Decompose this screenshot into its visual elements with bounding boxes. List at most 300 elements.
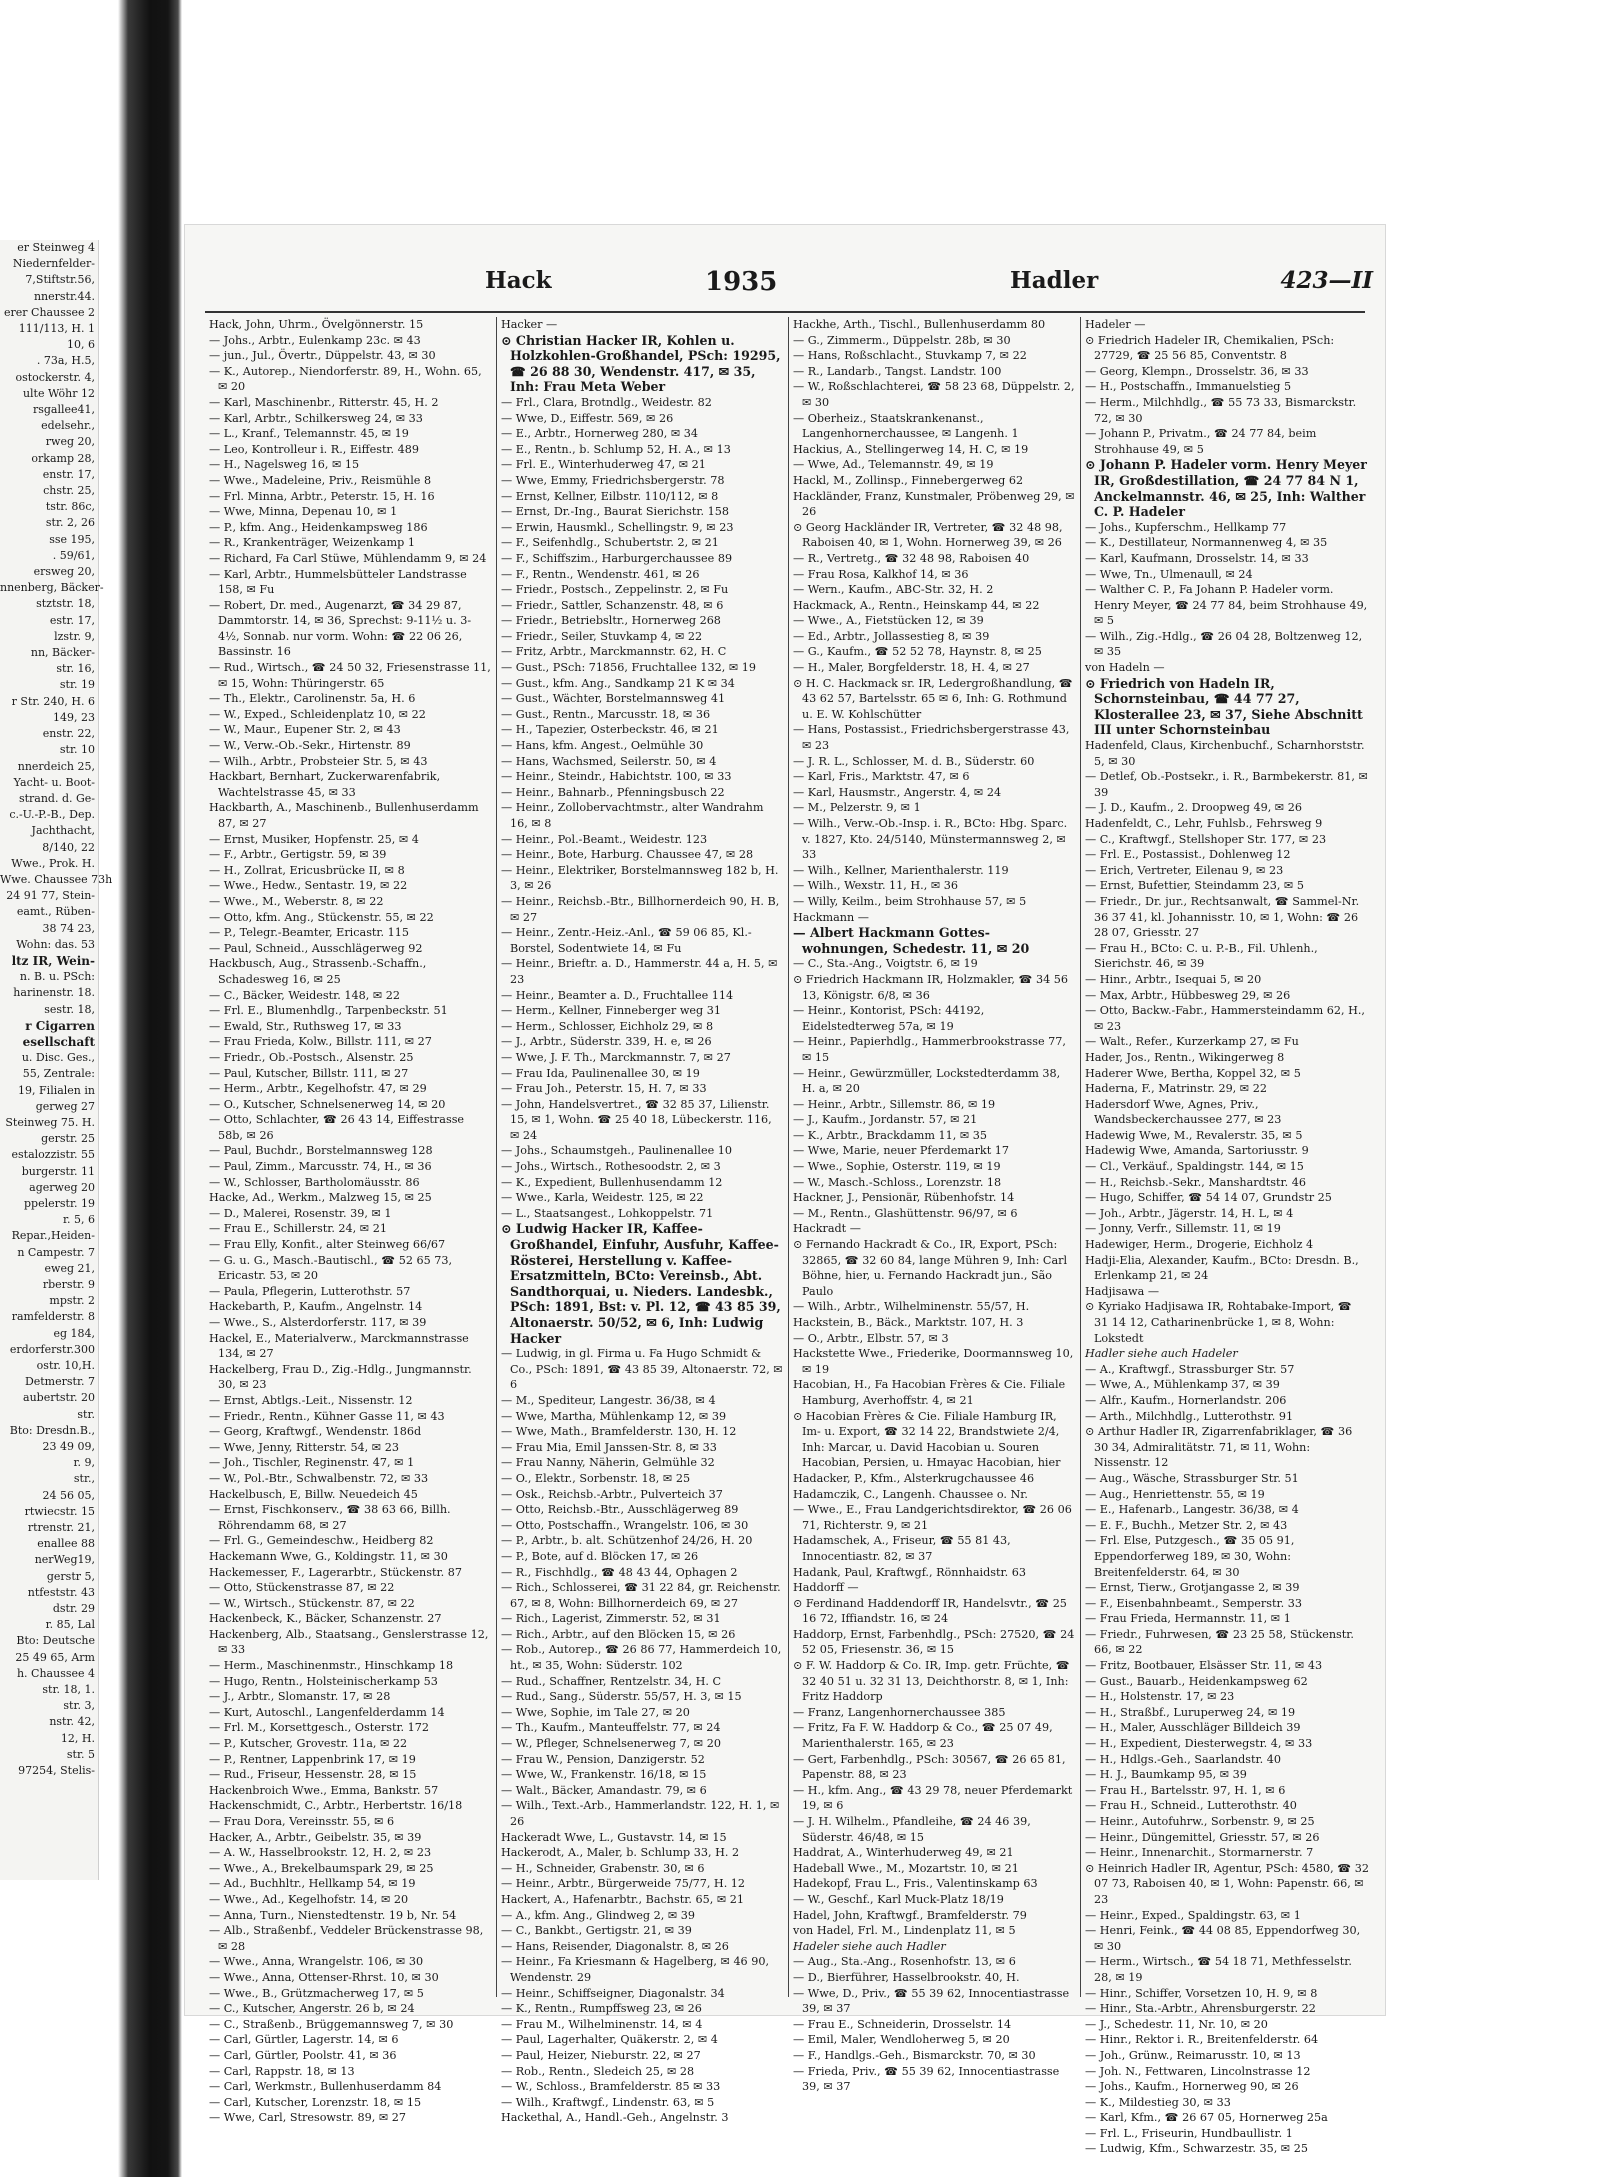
directory-entry: — Wwe, Tn., Ulmenaull, ✉ 24 — [1085, 567, 1253, 581]
left-fragment-line: esellschaft — [22, 1034, 95, 1049]
left-fragment-line: Bto: Dresdn.B., — [9, 1423, 95, 1437]
directory-entry: ⊙ Johann P. Hadeler vorm. Henry Meyer IR, Großdestillation, ☎ 24 77 84 N 1, Anckelmannstr. 46, ✉ 25, Inh: Walther C. P. Hadeler — [1085, 457, 1367, 520]
directory-entry: — Heinr., Exped., Spaldingstr. 63, ✉ 1 — [1085, 1908, 1301, 1922]
directory-entry: — K., Expedient, Bullenhusendamm 12 — [501, 1175, 723, 1189]
directory-entry: — Herm., Milchhdlg., ☎ 55 73 33, Bismarckstr. 72, ✉ 30 — [1085, 395, 1357, 425]
directory-entry: ⊙ Friedrich von Hadeln IR, Schornsteinbau, ☎ 44 77 27, Klosterallee 23, ✉ 37, Siehe Abschnitt III unter Schornsteinbau — [1085, 675, 1363, 738]
directory-entry: Hacker, A., Arbtr., Geibelstr. 35, ✉ 39 — [209, 1830, 422, 1844]
directory-entry: ⊙ Georg Hackländer IR, Vertreter, ☎ 32 48 98, Raboisen 40, ✉ 1, Wohn. Hornerweg 39, ✉ 26 — [793, 520, 1063, 550]
directory-entry: — Paul, Buchdr., Borstelmannsweg 128 — [209, 1144, 433, 1158]
directory-entry: — Carl, Gürtler, Poolstr. 41, ✉ 36 — [209, 2048, 397, 2062]
left-fragment-line: enstr. 17, — [42, 467, 95, 481]
directory-entry: — Wwe, J. F. Th., Marckmannstr. 7, ✉ 27 — [501, 1050, 731, 1064]
directory-entry: — Wwe, W., Frankenstr. 16/18, ✉ 15 — [501, 1768, 707, 1782]
directory-entry: — Georg, Klempn., Drosselstr. 36, ✉ 33 — [1085, 364, 1309, 378]
directory-entry: — H., Maler, Ausschläger Billdeich 39 — [1085, 1721, 1301, 1735]
left-fragment-line: str. 2, 26 — [45, 516, 95, 530]
left-fragment-line: n. B. u. PSch: — [19, 970, 95, 984]
directory-entry: von Hadeln — — [1085, 661, 1165, 675]
directory-entry: — Hans, Wachsmed, Seilerstr. 50, ✉ 4 — [501, 754, 717, 768]
directory-entry: — Ernst, Kellner, Eilbstr. 110/112, ✉ 8 — [501, 489, 719, 503]
directory-entry: — C., Bankbt., Gertigstr. 21, ✉ 39 — [501, 1924, 692, 1938]
left-fragment-line: erdorferstr.300 — [9, 1342, 95, 1356]
directory-entry: — Friedr., Dr. jur., Rechtsanwalt, ☎ Sammel-Nr. 36 37 41, kl. Johannisstr. 10, ✉ 1, Wohn: ☎ 26 28 07, Griesstr. 27 — [1085, 894, 1360, 940]
directory-entry: — L., Staatsangest., Lohkoppelstr. 71 — [501, 1206, 714, 1220]
directory-entry: — Alb., Straßenbf., Veddeler Brückenstrasse 98, ✉ 28 — [209, 1924, 484, 1953]
left-fragment-line: 149, 23 — [53, 710, 95, 724]
directory-entry: Hackenberg, Alb., Staatsang., Genslerstrasse 12, ✉ 33 — [209, 1627, 489, 1657]
directory-entry: — Frau Elly, Konfit., alter Steinweg 66/67 — [209, 1238, 446, 1252]
directory-entry: — Wwe., Ad., Kegelhofstr. 14, ✉ 20 — [209, 1892, 409, 1906]
directory-entry: — Oberheiz., Staatskrankenanst., Langenhornerchaussee, ✉ Langenh. 1 — [793, 411, 1019, 441]
directory-entry: — Alfr., Kaufm., Hornerlandstr. 206 — [1085, 1393, 1287, 1407]
directory-entry: — Frau Ida, Paulinenallee 30, ✉ 19 — [501, 1066, 700, 1080]
directory-entry: — Arth., Milchhdlg., Lutterothstr. 91 — [1085, 1409, 1294, 1423]
directory-entry: — Rud., Friseur, Hessenstr. 28, ✉ 15 — [209, 1768, 417, 1782]
directory-entry: — Otto, Postschaffn., Wrangelstr. 106, ✉ 30 — [501, 1518, 749, 1532]
directory-entry: — Karl, Kaufmann, Drosselstr. 14, ✉ 33 — [1085, 551, 1309, 565]
directory-entry: — Wwe, D., Eiffestr. 569, ✉ 26 — [501, 411, 674, 425]
directory-entry: — Wilh., Verw.-Ob.-Insp. i. R., BCto: Hbg. Sparc. v. 1827, Kto. 24/5140, Münstermannsweg 2, ✉ 33 — [793, 817, 1068, 862]
directory-entry: — Wwe., E., Frau Landgerichtsdirektor, ☎ 26 06 71, Richterstr. 9, ✉ 21 — [793, 1503, 1072, 1532]
directory-entry: — Wwe, Sophie, im Tale 27, ✉ 20 — [501, 1705, 690, 1719]
directory-entry: — C., Kraftwgf., Stellshoper Str. 177, ✉ 23 — [1085, 832, 1327, 846]
left-fragment-line: rtrenstr. 21, — [27, 1521, 95, 1535]
directory-entry: — E., Rentn., b. Schlump 52, H. A., ✉ 13 — [501, 442, 731, 456]
left-fragment-line: orkamp 28, — [31, 451, 95, 465]
directory-entry: Hackbart, Bernhart, Zuckerwarenfabrik, Wachtelstrasse 45, ✉ 33 — [209, 770, 441, 799]
directory-entry: — Wwe., Karla, Weidestr. 125, ✉ 22 — [501, 1191, 704, 1205]
directory-entry: — Wilh., Arbtr., Wilhelminenstr. 55/57, H. — [793, 1300, 1030, 1314]
directory-entry: — Herm., Arbtr., Kegelhofstr. 47, ✉ 29 — [209, 1082, 427, 1096]
directory-entry: — F., Schiffszim., Harburgerchaussee 89 — [501, 551, 733, 565]
directory-entry: — W., Verw.-Ob.-Sekr., Hirtenstr. 89 — [209, 739, 411, 753]
left-fragment-line: Niedernfelder- — [12, 257, 95, 271]
directory-entry: — Karl, Arbtr., Hummelsbütteler Landstrasse 158, ✉ Fu — [209, 567, 467, 597]
directory-entry: — Otto, Backw.-Fabr., Hammersteindamm 62, H., ✉ 23 — [1085, 1004, 1365, 1033]
directory-entry: — G. u. G., Masch.-Bautischl., ☎ 52 65 73, Ericastr. 53, ✉ 20 — [209, 1253, 453, 1283]
directory-entry: — Wilh., Kellner, Marienthalerstr. 119 — [793, 863, 1009, 877]
directory-entry: — Gert, Farbenhdlg., PSch: 30567, ☎ 26 65 81, Papenstr. 88, ✉ 23 — [793, 1752, 1066, 1782]
directory-entry: — K., Autorep., Niendorferstr. 89, H., Wohn. 65, ✉ 20 — [209, 364, 482, 394]
directory-entry: Hacke, Ad., Werkm., Malzweg 15, ✉ 25 — [209, 1191, 432, 1205]
directory-entry: — D., Bierführer, Hasselbrookstr. 40, H. — [793, 1970, 1020, 1984]
directory-entry: Hackel, E., Materialverw., Marckmannstrasse 134, ✉ 27 — [209, 1331, 469, 1361]
directory-entry: — K., Arbtr., Brackdamm 11, ✉ 35 — [793, 1128, 988, 1142]
directory-entry: — Gust., Rentn., Marcusstr. 18, ✉ 36 — [501, 707, 711, 721]
directory-entry: — Ernst, Fischkonserv., ☎ 38 63 66, Billh. Röhrendamm 68, ✉ 27 — [209, 1503, 451, 1532]
directory-entry: — Frau H., Bartelsstr. 97, H. 1, ✉ 6 — [1085, 1783, 1286, 1797]
directory-entry: — Carl, Kutscher, Lorenzstr. 18, ✉ 15 — [209, 2095, 422, 2109]
directory-entry: Hadewig Wwe, M., Revalerstr. 35, ✉ 5 — [1085, 1128, 1303, 1142]
left-fragment-line: 25 49 65, Arm — [15, 1650, 95, 1664]
directory-entry: — Frau Nanny, Näherin, Gelmühle 32 — [501, 1456, 715, 1470]
left-fragment-line: . 73a, H.5, — [36, 354, 95, 368]
header-rule — [205, 311, 1365, 313]
left-fragment-line: tstr. 86c, — [45, 500, 95, 514]
left-fragment-line: nnerdeich 25, — [17, 759, 95, 773]
left-fragment-line: agerweg 20 — [29, 1180, 95, 1194]
left-fragment-line: 24 91 77, Stein- — [6, 889, 95, 903]
directory-entry: — Heinr., Zentr.-Heiz.-Anl., ☎ 59 06 85, Kl.-Borstel, Sodentwiete 14, ✉ Fu — [501, 926, 752, 955]
directory-entry: — H., Postschaffn., Immanuelstieg 5 — [1085, 380, 1292, 394]
left-fragment-line: Repar.,Heiden- — [11, 1229, 95, 1243]
left-fragment-line: Wwe. Chaussee 73h — [0, 872, 113, 886]
directory-entry: — Franz, Langenhornerchaussee 385 — [793, 1705, 1006, 1719]
directory-entry: — Emil, Maler, Wendloherweg 5, ✉ 20 — [793, 2033, 1010, 2047]
directory-entry: Hackerodt, A., Maler, b. Schlump 33, H. 2 — [501, 1846, 740, 1860]
directory-entry: — Wwe., Madeleine, Priv., Reismühle 8 — [209, 473, 432, 487]
left-fragment-line: gerweg 27 — [35, 1099, 95, 1113]
directory-entry: — K., Rentn., Rumpffsweg 23, ✉ 26 — [501, 2002, 702, 2016]
directory-entry: — John, Handelsvertret., ☎ 32 85 37, Lilienstr. 15, ✉ 1, Wohn. ☎ 25 40 18, Lübeckerstr. 116, ✉ 24 — [501, 1097, 772, 1142]
left-fragment-line: Wohn: das. 53 — [16, 937, 95, 951]
directory-entry: — Ewald, Str., Ruthsweg 17, ✉ 33 — [209, 1019, 402, 1033]
directory-entry: — Rich., Schlosserei, ☎ 31 22 84, gr. Reichenstr. 67, ✉ 8, Wohn: Billhornerdeich 69, ✉ 27 — [501, 1581, 781, 1610]
left-fragment-line: Detmerstr. 7 — [24, 1375, 95, 1389]
directory-entry: — Wwe., M., Weberstr. 8, ✉ 22 — [209, 894, 384, 908]
left-fragment-line: sse 195, — [49, 532, 95, 546]
directory-entry: — Frl. E., Postassist., Dohlenweg 12 — [1085, 848, 1291, 862]
directory-entry: — E. F., Buchh., Metzer Str. 2, ✉ 43 — [1085, 1518, 1288, 1532]
header-year: 1935 — [705, 267, 778, 297]
directory-entry: — Gust., PSch: 71856, Fruchtallee 132, ✉ 19 — [501, 661, 757, 675]
directory-entry: — Rich., Lagerist, Zimmerstr. 52, ✉ 31 — [501, 1612, 721, 1626]
directory-entry: — O., Elektr., Sorbenstr. 18, ✉ 25 — [501, 1471, 691, 1485]
directory-entry: — Frl. Else, Putzgesch., ☎ 35 05 91, Eppendorferweg 189, ✉ 30, Wohn: Breitenfelderstr. 64, ✉ 30 — [1085, 1534, 1295, 1579]
directory-entry: — Johs., Kupferschm., Hellkamp 77 — [1085, 520, 1287, 534]
left-fragment-line: Wwe., Prok. H. — [11, 856, 95, 870]
directory-entry: — Heinr., Reichsb.-Btr., Billhornerdeich 90, H. B, ✉ 27 — [501, 894, 780, 924]
directory-entry: — Frau M., Wilhelminenstr. 14, ✉ 4 — [501, 2017, 703, 2031]
left-fragment-line: nn, Bäcker- — [30, 646, 95, 660]
directory-entry: — R., Krankenträger, Weizenkamp 1 — [209, 536, 415, 550]
directory-entry: — P., Rentner, Lappenbrink 17, ✉ 19 — [209, 1752, 416, 1766]
directory-entry: — Hans, Roßschlacht., Stuvkamp 7, ✉ 22 — [793, 349, 1027, 363]
directory-entry: — Wilh., Arbtr., Probsteier Str. 5, ✉ 43 — [209, 754, 428, 768]
directory-entry: — jun., Jul., Övertr., Düppelstr. 43, ✉ 30 — [209, 349, 436, 363]
directory-entry: — Ludwig, Kfm., Schwarzestr. 35, ✉ 25 — [1085, 2142, 1308, 2156]
directory-entry: — Joh. N., Fettwaren, Lincolnstrasse 12 — [1085, 2064, 1311, 2078]
left-fragment-line: str., — [73, 1472, 95, 1486]
directory-entry: — Carl, Gürtler, Lagerstr. 14, ✉ 6 — [209, 2033, 399, 2047]
directory-entry: — Albert Hackmann Gottes-wohnungen, Schedestr. 11, ✉ 20 — [793, 925, 1030, 956]
directory-entry: Hack, John, Uhrm., Övelgönnerstr. 15 — [209, 318, 424, 331]
directory-entry: Hacobian, H., Fa Hacobian Frères & Cie. Filiale Hamburg, Averhoffstr. 4, ✉ 21 — [793, 1378, 1066, 1407]
left-fragment-line: str. 3, — [63, 1699, 95, 1713]
directory-entry: — Karl, Hausmstr., Angerstr. 4, ✉ 24 — [793, 785, 1002, 799]
directory-entry: Haddorff — — [793, 1581, 859, 1595]
directory-entry: Hackner, J., Pensionär, Rübenhofstr. 14 — [793, 1191, 1015, 1205]
left-fragment-line: rberstr. 9 — [42, 1278, 95, 1291]
left-fragment-line: chstr. 25, — [43, 484, 95, 498]
directory-entry: — Fritz, Fa F. W. Haddorp & Co., ☎ 25 07 49, Marienthalerstr. 165, ✉ 23 — [793, 1721, 1053, 1751]
left-fragment-line: gerstr. 25 — [41, 1132, 95, 1146]
directory-entry: ⊙ H. C. Hackmack sr. IR, Ledergroßhandlung, ☎ 43 62 57, Bartelsstr. 65 ✉ 6, Inh: G. Rothmund u. E. W. Kohlschütter — [793, 676, 1073, 721]
directory-entry: Hadler siehe auch Hadeler — [1085, 1347, 1238, 1361]
directory-entry: — Friedr., Fuhrwesen, ☎ 23 25 58, Stückenstr. 66, ✉ 22 — [1085, 1627, 1354, 1657]
directory-entry: — Heinr., Gewürzmüller, Lockstedterdamm 38, H. a, ✉ 20 — [793, 1066, 1061, 1096]
directory-entry: — Wilh., Wexstr. 11, H., ✉ 36 — [793, 879, 958, 893]
directory-entry: — Frau E., Schillerstr. 24, ✉ 21 — [209, 1222, 387, 1236]
directory-entry: — F., Eisenbahnbeamt., Semperstr. 33 — [1085, 1596, 1302, 1610]
directory-entry: Hackländer, Franz, Kunstmaler, Pröbenweg 29, ✉ 26 — [793, 489, 1075, 519]
directory-entry: — R., Vertretg., ☎ 32 48 98, Raboisen 40 — [793, 551, 1030, 565]
left-fragment-line: r Str. 240, H. 6 — [11, 694, 95, 708]
directory-entry: — Johs., Schaumstgeh., Paulinenallee 10 — [501, 1144, 733, 1158]
directory-entry: — K., Mildestieg 30, ✉ 33 — [1085, 2095, 1231, 2109]
left-fragment-line: nnerstr.44. — [33, 289, 95, 303]
directory-entry: — R., Fischhdlg., ☎ 48 43 44, Ophagen 2 — [501, 1565, 738, 1579]
directory-entry: — Ernst, Dr.-Ing., Baurat Sierichstr. 158 — [501, 505, 729, 519]
directory-entry: — Wilh., Zig.-Hdlg., ☎ 26 04 28, Boltzenweg 12, ✉ 35 — [1085, 629, 1363, 659]
directory-entry: — Ernst, Bufettier, Steindamm 23, ✉ 5 — [1085, 879, 1304, 893]
directory-entry: — Frau H., BCto: C. u. P.-B., Fil. Uhlenh., Sierichstr. 46, ✉ 39 — [1085, 941, 1318, 971]
directory-entry: — Frl. E., Blumenhdlg., Tarpenbeckstr. 51 — [209, 1004, 448, 1018]
directory-entry: — Friedr., Sattler, Schanzenstr. 48, ✉ 6 — [501, 598, 724, 612]
left-fragment-line: erer Chaussee 2 — [4, 305, 95, 319]
directory-entry: — Richard, Fa Carl Stüwe, Mühlendamm 9, ✉ 24 — [209, 551, 487, 565]
directory-entry: — Paul, Kutscher, Billstr. 111, ✉ 27 — [209, 1066, 409, 1080]
directory-entry: Hackemann Wwe, G., Koldingstr. 11, ✉ 30 — [209, 1549, 448, 1563]
directory-entry: — W., Schloss., Bramfelderstr. 85 ✉ 33 — [501, 2080, 721, 2094]
directory-entry: — Frau W., Pension, Danzigerstr. 52 — [501, 1752, 705, 1766]
directory-entry: — H., Schneider, Grabenstr. 30, ✉ 6 — [501, 1861, 705, 1875]
directory-entry: ⊙ Arthur Hadler IR, Zigarrenfabriklager, ☎ 36 30 34, Admiralitätstr. 71, ✉ 11, Wohn: Nissenstr. 12 — [1085, 1425, 1353, 1470]
directory-entry: — Wwe., Anna, Ottenser-Rhrst. 10, ✉ 30 — [209, 1970, 439, 1984]
directory-entry: — Ed., Arbtr., Jollassestieg 8, ✉ 39 — [793, 629, 990, 643]
left-page-fragment — [0, 240, 113, 1880]
left-fragment-line: enstr. 22, — [42, 727, 95, 741]
directory-entry: — L., Kranf., Telemannstr. 45, ✉ 19 — [209, 427, 409, 441]
directory-entry: — W., Exped., Schleidenplatz 10, ✉ 22 — [209, 707, 426, 721]
directory-entry: — W., Wirtsch., Stückenstr. 87, ✉ 22 — [209, 1596, 415, 1610]
directory-entry: ⊙ Hacobian Frères & Cie. Filiale Hamburg IR, Im- u. Export, ☎ 32 14 22, Brandstwiete 2/4, Inh: Marcar, u. David Hacobian u. Souren Hacobian, Persien, u. Hmayac Hacobian, hier — [793, 1409, 1061, 1470]
directory-entry: ⊙ Ludwig Hacker IR, Kaffee-Großhandel, Einfuhr, Ausfuhr, Kaffee-Rösterei, Herstellung v. Kaffee-Ersatzmitteln, BCto: Vereinsb., Abt. Sandthorquai, u. Nieders. Landesbk., PSch: 1891, Bst: v. Pl. 12, ☎ 43 85 39, Altonaerstr. 50/52, ✉ 6, Inh: Ludwig Hacker — [501, 1221, 781, 1346]
directory-entry: — F., Seifenhdlg., Schubertstr. 2, ✉ 21 — [501, 536, 719, 550]
directory-entry: — J., Arbtr., Slomanstr. 17, ✉ 28 — [209, 1690, 391, 1704]
directory-entry: — M., Spediteur, Langestr. 36/38, ✉ 4 — [501, 1393, 716, 1407]
directory-entry: — H., Expedient, Diesterwegstr. 4, ✉ 33 — [1085, 1737, 1313, 1751]
directory-entry: — Heinr., Zollobervachtmstr., alter Wandrahm 16, ✉ 8 — [501, 801, 764, 830]
left-fragment-line: . 59/61, — [52, 548, 95, 562]
directory-entry: — Rud., Schaffner, Rentzelstr. 34, H. C — [501, 1674, 722, 1688]
directory-entry: — Rud., Sang., Süderstr. 55/57, H. 3, ✉ 15 — [501, 1690, 742, 1704]
directory-entry: — Johs., Wirtsch., Rothesoodstr. 2, ✉ 3 — [501, 1160, 721, 1174]
directory-entry: — Gust., Bauarb., Heidenkampsweg 62 — [1085, 1674, 1308, 1688]
directory-entry: — Ernst, Tierw., Grotjangasse 2, ✉ 39 — [1085, 1581, 1300, 1595]
directory-entry: — Wwe, A., Mühlenkamp 37, ✉ 39 — [1085, 1378, 1280, 1392]
directory-entry: — Wwe, D., Priv., ☎ 55 39 62, Innocentiastrasse 39, ✉ 37 — [793, 1986, 1070, 2016]
directory-entry: — J., Schedestr. 11, Nr. 10, ✉ 20 — [1085, 2017, 1268, 2031]
left-fragment-line: c.-U.-P.-B., Dep. — [9, 808, 95, 822]
directory-entry: — Hinr., Schiffer, Vorsetzen 10, H. 9, ✉ 8 — [1085, 1986, 1318, 2000]
directory-entry: Haderna, F., Matrinstr. 29, ✉ 22 — [1085, 1082, 1267, 1096]
directory-entry: — Wwe., A., Fietstücken 12, ✉ 39 — [793, 614, 984, 628]
directory-entry: — Paul, Heizer, Nieburstr. 22, ✉ 27 — [501, 2048, 701, 2062]
directory-entry: — Frau Joh., Peterstr. 15, H. 7, ✉ 33 — [501, 1082, 707, 1096]
left-fragment-line: n Campestr. 7 — [17, 1245, 95, 1259]
left-fragment-line: estalozzistr. 55 — [11, 1148, 95, 1162]
directory-entry: — Th., Elektr., Carolinenstr. 5a, H. 6 — [209, 692, 416, 706]
directory-entry: — W., Schlosser, Bartholomäusstr. 86 — [209, 1175, 420, 1189]
directory-entry: — Paul, Schneid., Ausschlägerweg 92 — [209, 941, 423, 955]
directory-entry: — Joh., Tischler, Reginenstr. 47, ✉ 1 — [209, 1456, 415, 1470]
directory-entry: — Carl, Werkmstr., Bullenhuserdamm 84 — [209, 2080, 442, 2094]
directory-entry: Hadamczik, C., Langenh. Chaussee o. Nr. — [793, 1487, 1028, 1501]
directory-entry: — P., Kutscher, Grovestr. 11a, ✉ 22 — [209, 1737, 408, 1751]
directory-entry: — Frl. G., Gemeindeschw., Heidberg 82 — [209, 1534, 434, 1548]
directory-entry: — O., Kutscher, Schnelsenerweg 14, ✉ 20 — [209, 1097, 446, 1111]
directory-entry: — Frl. E., Winterhuderweg 47, ✉ 21 — [501, 458, 706, 472]
left-fragment-line: r Cigarren — [25, 1018, 95, 1033]
left-fragment-line: rweg 20, — [45, 435, 95, 449]
left-fragment-line: ppelerstr. 19 — [24, 1196, 95, 1210]
directory-entry: — Wwe., A., Brekelbaumspark 29, ✉ 25 — [209, 1861, 434, 1875]
directory-entry: — Leo, Kontrolleur i. R., Eiffestr. 489 — [209, 442, 420, 456]
directory-entry: — Th., Kaufm., Manteuffelstr. 77, ✉ 24 — [501, 1721, 721, 1735]
directory-entry: — F., Rentn., Wendenstr. 461, ✉ 26 — [501, 567, 700, 581]
directory-entry: — Henri, Feink., ☎ 44 08 85, Eppendorfweg 30, ✉ 30 — [1085, 1924, 1361, 1953]
left-fragment-line: estr. 17, — [49, 613, 95, 627]
directory-entry: — C., Sta.-Ang., Voigtstr. 6, ✉ 19 — [793, 957, 978, 971]
directory-entry: — Fritz, Arbtr., Marckmannstr. 62, H. C — [501, 645, 727, 659]
left-fragment-line: ostr. 10,H. — [36, 1359, 95, 1373]
left-fragment-line: strand. d. Ge- — [18, 791, 95, 805]
directory-entry: — Wwe, Martha, Mühlenkamp 12, ✉ 39 — [501, 1409, 727, 1423]
directory-entry: Hadeler siehe auch Hadler — [793, 1939, 946, 1953]
directory-entry: — A. W., Hasselbrookstr. 12, H. 2, ✉ 23 — [209, 1846, 432, 1860]
directory-entry: Hackstein, B., Bäck., Marktstr. 107, H. 3 — [793, 1316, 1024, 1329]
left-fragment-line: eg 184, — [53, 1326, 95, 1340]
directory-entry: Hackert, A., Hafenarbtr., Bachstr. 65, ✉ 21 — [501, 1892, 744, 1906]
directory-entry: Hadewiger, Herm., Drogerie, Eichholz 4 — [1085, 1238, 1314, 1252]
directory-entry: Haddorp, Ernst, Farbenhdlg., PSch: 27520, ☎ 24 52 05, Friesenstr. 36, ✉ 15 — [793, 1627, 1075, 1657]
header-right-word: Hadler — [1010, 267, 1099, 294]
directory-entry: Hadacker, P., Kfm., Alsterkrugchaussee 46 — [793, 1471, 1035, 1485]
directory-entry: — W., Pol.-Btr., Schwalbenstr. 72, ✉ 33 — [209, 1471, 429, 1485]
directory-entry: Hackeradt Wwe, L., Gustavstr. 14, ✉ 15 — [501, 1830, 727, 1844]
directory-entry: — P., Bote, auf d. Blöcken 17, ✉ 26 — [501, 1549, 699, 1563]
left-fragment-line: sestr. 18, — [44, 1002, 95, 1016]
directory-entry: Hacker — — [501, 318, 558, 331]
directory-entry: — Wwe., S., Alsterdorferstr. 117, ✉ 39 — [209, 1316, 427, 1329]
left-fragment-line: r. 9, — [73, 1456, 95, 1470]
directory-entry: Hadenfeld, Claus, Kirchenbuchf., Scharnhorststr. 5, ✉ 30 — [1085, 739, 1365, 768]
directory-entry: — Osk., Reichsb.-Arbtr., Pulverteich 37 — [501, 1487, 723, 1501]
left-fragment-line: ulte Wöhr 12 — [22, 386, 95, 400]
left-fragment-line: 97254, Stelis- — [18, 1764, 95, 1778]
directory-entry: — Wwe, Jenny, Ritterstr. 54, ✉ 23 — [209, 1440, 399, 1454]
directory-entry: — Friedr., Rentn., Kühner Gasse 11, ✉ 43 — [209, 1409, 445, 1423]
directory-entry: — H., Nagelsweg 16, ✉ 15 — [209, 458, 360, 472]
left-fragment-line: Steinweg 75. H. — [5, 1115, 95, 1129]
directory-entry: — Ernst, Abtlgs.-Leit., Nissenstr. 12 — [209, 1393, 413, 1407]
left-fragment-line: 23 49 09, — [42, 1440, 95, 1454]
directory-entry: — Fritz, Bootbauer, Elsässer Str. 11, ✉ 43 — [1085, 1659, 1323, 1673]
page-header — [185, 225, 1385, 295]
directory-entry: — Hinr., Arbtr., Isequai 5, ✉ 20 — [1085, 972, 1262, 986]
directory-entry: Hackenbeck, K., Bäcker, Schanzenstr. 27 — [209, 1612, 442, 1626]
directory-entry: — Karl, Arbtr., Schilkersweg 24, ✉ 33 — [209, 411, 423, 425]
left-fragment-line: gerstr 5, — [46, 1569, 95, 1583]
directory-entry: — Wilh., Text.-Arb., Hammerlandstr. 122, H. 1, ✉ 26 — [501, 1799, 780, 1828]
left-fragment-line: rtwiecstr. 15 — [24, 1504, 95, 1518]
directory-entry: Hadewig Wwe, Amanda, Sartoriusstr. 9 — [1085, 1144, 1309, 1158]
left-fragment-line: dstr. 29 — [52, 1602, 95, 1616]
directory-entry: — Hinr., Sta.-Arbtr., Ahrensburgerstr. 22 — [1085, 2002, 1316, 2016]
directory-entry: Hackebarth, P., Kaufm., Angelnstr. 14 — [209, 1300, 423, 1314]
directory-entry: — Heinr., Beamter a. D., Fruchtallee 114 — [501, 988, 734, 1002]
directory-entry: — Frau Frieda, Hermannstr. 11, ✉ 1 — [1085, 1612, 1291, 1626]
directory-entry: ⊙ Heinrich Hadler IR, Agentur, PSch: 4580, ☎ 32 07 73, Raboisen 40, ✉ 1, Wohn: Papenstr. 66, ✉ 23 — [1085, 1861, 1369, 1906]
directory-entry: — Heinr., Pol.-Beamt., Weidestr. 123 — [501, 832, 708, 846]
left-fragment-line: nnenberg, Bäcker- — [0, 581, 104, 595]
left-fragment-line: 8/140, 22 — [42, 840, 95, 854]
directory-entry: Hadekopf, Frau L., Fris., Valentinskamp 63 — [793, 1877, 1038, 1891]
left-fragment-line: edelsehr., — [41, 419, 95, 433]
directory-entry: Haderer Wwe, Bertha, Koppel 32, ✉ 5 — [1085, 1066, 1301, 1080]
directory-entry: — H. J., Baumkamp 95, ✉ 39 — [1085, 1768, 1247, 1782]
directory-entry: — Aug., Henriettenstr. 55, ✉ 19 — [1085, 1487, 1265, 1501]
directory-entry: — Wwe, Carl, Stresowstr. 89, ✉ 27 — [209, 2111, 406, 2125]
directory-entry: — H., Straßbf., Luruperweg 24, ✉ 19 — [1085, 1705, 1296, 1719]
directory-entry: Hadel, John, Kraftwgf., Bramfelderstr. 79 — [793, 1908, 1027, 1922]
directory-entry: — A., kfm. Ang., Glindweg 2, ✉ 39 — [501, 1908, 696, 1922]
directory-entry: — H., kfm. Ang., ☎ 43 29 78, neuer Pferdemarkt 19, ✉ 6 — [793, 1783, 1073, 1813]
left-fragment-line: burgerstr. 11 — [21, 1164, 95, 1178]
header-page-number: 423—II — [1280, 267, 1373, 294]
directory-entry: — Friedr., Postsch., Zeppelinstr. 2, ✉ Fu — [501, 583, 729, 597]
left-fragment-line: stztstr. 18, — [36, 597, 95, 611]
directory-entry: — P., Arbtr., b. alt. Schützenhof 24/26, H. 20 — [501, 1534, 753, 1548]
directory-entry: — H., Maler, Borgfelderstr. 18, H. 4, ✉ 27 — [793, 661, 1030, 675]
directory-entry: — W., Masch.-Schloss., Lorenzstr. 18 — [793, 1175, 1002, 1189]
directory-entry: — H., Holstenstr. 17, ✉ 23 — [1085, 1690, 1235, 1704]
directory-entry: — Frau Mia, Emil Janssen-Str. 8, ✉ 33 — [501, 1440, 717, 1454]
directory-entry: — Hugo, Schiffer, ☎ 54 14 07, Grundstr 25 — [1085, 1191, 1332, 1205]
directory-entry: — Hans, Reisender, Diagonalstr. 8, ✉ 26 — [501, 1939, 729, 1953]
directory-entry: Hader, Jos., Rentn., Wikingerweg 8 — [1085, 1050, 1285, 1064]
left-fragment-line: enallee 88 — [37, 1537, 95, 1551]
directory-entry: — Gust., Wächter, Borstelmannsweg 41 — [501, 692, 726, 706]
directory-entry: — Erich, Vertreter, Eilenau 9, ✉ 23 — [1085, 863, 1284, 877]
left-fragment-line: er Steinweg 4 — [17, 241, 95, 254]
directory-entry: — E., Hafenarb., Langestr. 36/38, ✉ 4 — [1085, 1503, 1299, 1517]
directory-entry: — H., Hdlgs.-Geh., Saarlandstr. 40 — [1085, 1752, 1282, 1766]
directory-entry: — W., Roßschlachterei, ☎ 58 23 68, Düppelstr. 2, ✉ 30 — [793, 380, 1075, 409]
header-left-word: Hack — [485, 267, 552, 294]
directory-entry: — Herm., Kellner, Finneberger weg 31 — [501, 1004, 721, 1018]
directory-entry: — H., Reichsb.-Sekr., Manshardtstr. 46 — [1085, 1175, 1307, 1189]
left-fragment-line: eamt., Rüben- — [16, 905, 95, 919]
directory-entry: — Hans, kfm. Angest., Oelmühle 30 — [501, 739, 704, 753]
directory-entry: ⊙ Ferdinand Haddendorff IR, Handelsvtr., ☎ 25 16 72, Iffiandstr. 16, ✉ 24 — [793, 1596, 1067, 1626]
directory-entry: — Otto, Stückenstrasse 87, ✉ 22 — [209, 1581, 395, 1595]
directory-entry: — Karl, Kfm., ☎ 26 67 05, Hornerweg 25a — [1085, 2111, 1328, 2125]
left-fragment-line: rsgallee41, — [32, 403, 95, 417]
directory-entry: Hackenschmidt, C., Arbtr., Herbertstr. 16/18 — [209, 1799, 463, 1813]
directory-entry: ⊙ Friedrich Hadeler IR, Chemikalien, PSch: 27729, ☎ 25 56 85, Conventstr. 8 — [1085, 333, 1335, 363]
page-margin — [1386, 225, 1416, 2015]
directory-entry: — Max, Arbtr., Hübbesweg 29, ✉ 26 — [1085, 988, 1291, 1002]
directory-entry: — Frau Dora, Vereinsstr. 55, ✉ 6 — [209, 1815, 395, 1828]
column-1 — [205, 317, 497, 2125]
left-fragment-line: aubertstr. 20 — [23, 1391, 95, 1405]
directory-entry: — Joh., Grünw., Reimarusstr. 10, ✉ 13 — [1085, 2048, 1301, 2062]
directory-entry: — Heinr., Arbtr., Bürgerweide 75/77, H. 12 — [501, 1877, 746, 1891]
directory-entry: — J. D., Kaufm., 2. Droopweg 49, ✉ 26 — [1085, 801, 1302, 815]
